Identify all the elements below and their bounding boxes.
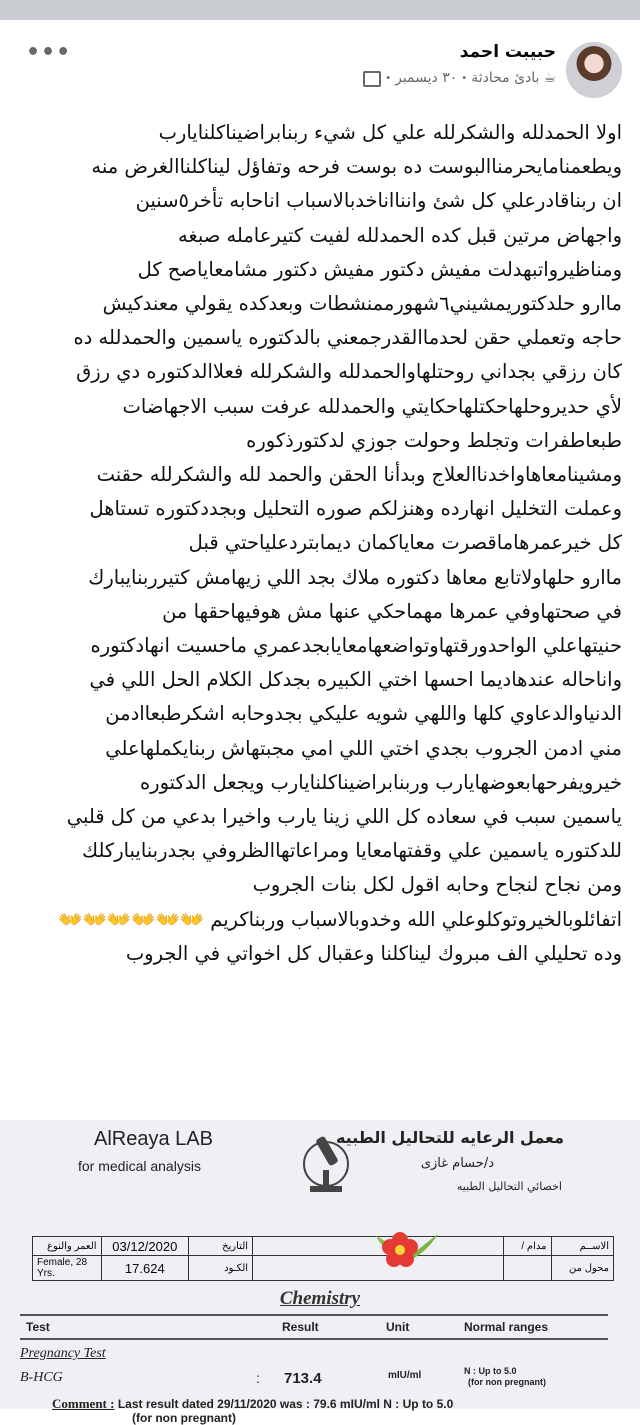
lab-subtitle-english: for medical analysis [78,1158,201,1174]
comment-note: (for non pregnant) [132,1411,236,1425]
post-line: ويطعمنامايحرمناالبوست ده بوست فرحه وتفاؤل ليناكلناالغرض منه [91,155,622,179]
post-line: للدكتوره ياسمين علي وقفتهامعايا ومراعاتهاالظروفي بجدربنايباركلك [82,839,622,863]
section-title: Chemistry [279,1288,361,1309]
post-line: ومشينامعاهاواخدناالعلاج وبدأنا الحقن والحمد لله والشكرلله حقنت [96,463,622,487]
age-sex-value: Female, 28 Yrs. [33,1256,102,1281]
normal-range: N : Up to 5.0 [464,1366,517,1376]
conversation-starter-icon: ☕ [543,70,556,86]
comment-row [52,1396,453,1412]
results-header [20,1314,608,1340]
post-line: في صحتهاوفي عمرها مهماحكي عنها مش هوفيهاحقها من [162,599,622,623]
group-badge: بادئ محادثة [471,70,540,86]
normal-range-note: (for non pregnant) [468,1377,546,1387]
code-value: 17.624 [101,1256,189,1281]
comment-label: Comment : [52,1396,115,1411]
post-line: ان ربناقادرعلي كل شئ واننااناخدبالاسباب اناحابه تأخر٥سنين [135,189,622,213]
post-line: اتفائلوبالخيروتوكلوعلي الله وخدوبالاسباب وربناكريم 👐👐👐👐👐👐 [58,907,622,931]
post-line: حنيتهاعلي الواحدورقتهاوتواضعهامعايابجدعمري ماحسيت انهادكتوره [90,634,622,658]
post-line: خيرويفرحهابعوضهايارب وربنابراضيناكلنايارب ويجعل الدكتوره [139,770,622,794]
post-line: الدنياوالدعاوي كلها واللهي شويه عليكي بجدوحابه اشكرطبعاادمن [105,702,622,726]
post-line: واجهاض مرتين قبل كده الحمدلله لفيت كتيرعامله صبغه [177,223,622,247]
post-line: ياسمين سبب في سعاده كل اللي زينا يارب واخيرا بدعي من كل قلبي [66,805,622,829]
facebook-post [0,20,640,1425]
post-line: ماارو حلهاولاتابع معاها دكتوره ملاك بجد اللي زيهامش كتيرربنايبارك [88,565,622,589]
referred-by-label: محول من [551,1256,614,1281]
date-label: التاريخ [189,1237,253,1256]
lab-name-english: AlReaya LAB [94,1128,213,1150]
post-line: وده تحليلي الف مبروك ليناكلنا وعقبال كل اخواتي في الجروب [125,941,622,965]
patient-name-label: الاســم [551,1237,614,1256]
test-group-name: Pregnancy Test [20,1346,106,1361]
post-line: كل خيرعمرهاماقصرت معاياكمان ديمابتردعلياحتي قبل [188,531,622,555]
test-name: B-HCG [20,1370,63,1385]
author-avatar[interactable] [566,42,622,98]
post-date[interactable]: ٣٠ ديسمبر [395,70,458,86]
date-value: 03/12/2020 [101,1237,189,1256]
age-sex-label: العمر والنوع [33,1237,102,1256]
post-line: مني ادمن الجروب بجدي اختي اللي امي مجبتهاش ربنايكملهاعلي [105,736,622,760]
group-privacy-icon [363,71,381,87]
header-result: Result [282,1320,319,1334]
post-line: طبعاطفرات وتجلط وحولت جوزي لدكتورذكوره [246,428,622,452]
madam-label: مدام / [504,1237,551,1256]
post-line: واناحاله عندهاديما احسها اختي الكبيره بجدكل الكلام الحل اللي في [89,668,622,692]
post-body [14,116,622,971]
flower-sticker-icon [370,1226,440,1272]
separator-dot: • [461,72,468,84]
header-test: Test [26,1320,50,1334]
post-line: حاجه وتعملي حقن لحدماالقدرجمعني بالدكتوره ياسمين والحمدلله ده [73,326,622,350]
result-separator: : [256,1370,260,1386]
feed-divider [0,0,640,20]
patient-info-table [32,1236,614,1281]
lab-doctor: د/حسام غازى [420,1156,494,1171]
post-meta [363,70,556,86]
post-header [0,38,640,102]
post-line: كان رزقي بجداني روحتلهاوالحمدلله والشكرلله فعلاالدكتوره دي رزق [76,360,622,384]
post-line: ومن نجاح لنجاح وحابه اقول لكل بنات الجروب [252,873,622,897]
lab-specialty: اخصائي التحاليل الطبيه [456,1180,562,1193]
lab-name-arabic: معمل الرعايه للتحاليل الطبيه [335,1128,564,1147]
post-line: ماارو حلدكتوريمشيني٦شهورممنشطات وبعدكده يقولي معندكيش [102,292,622,316]
header-normal-ranges: Normal ranges [464,1320,549,1334]
header-unit: Unit [386,1320,410,1334]
lab-report-photo[interactable] [0,1120,640,1425]
result-value: 713.4 [284,1370,322,1387]
post-line: ومناظيرواتبهدلت مفيش دكتور مفيش دكتور مشامعاياصح كل [137,257,622,281]
post-line: اولا الحمدلله والشكرلله علي كل شيء ربنابراضيناكلنايارب [158,121,622,144]
post-line: لأي حديروحلهاحكتلهاحكايتي والحمدلله عرفت سبب الاجهاضات [122,394,622,418]
code-label: الكـود [189,1256,253,1281]
separator-dot: • [385,72,392,84]
result-unit: mIU/ml [388,1370,422,1381]
comment-text: Last result dated 29/11/2020 was : 79.6 mIU/ml N : Up to 5.0 [117,1397,454,1411]
author-name[interactable]: حبيبت احمد [459,42,556,62]
post-line: وعملت التخليل انهارده وهنزلكم صوره التحليل وبجددكتوره تستاهل [89,497,622,521]
more-options-button[interactable]: ••• [26,40,72,65]
